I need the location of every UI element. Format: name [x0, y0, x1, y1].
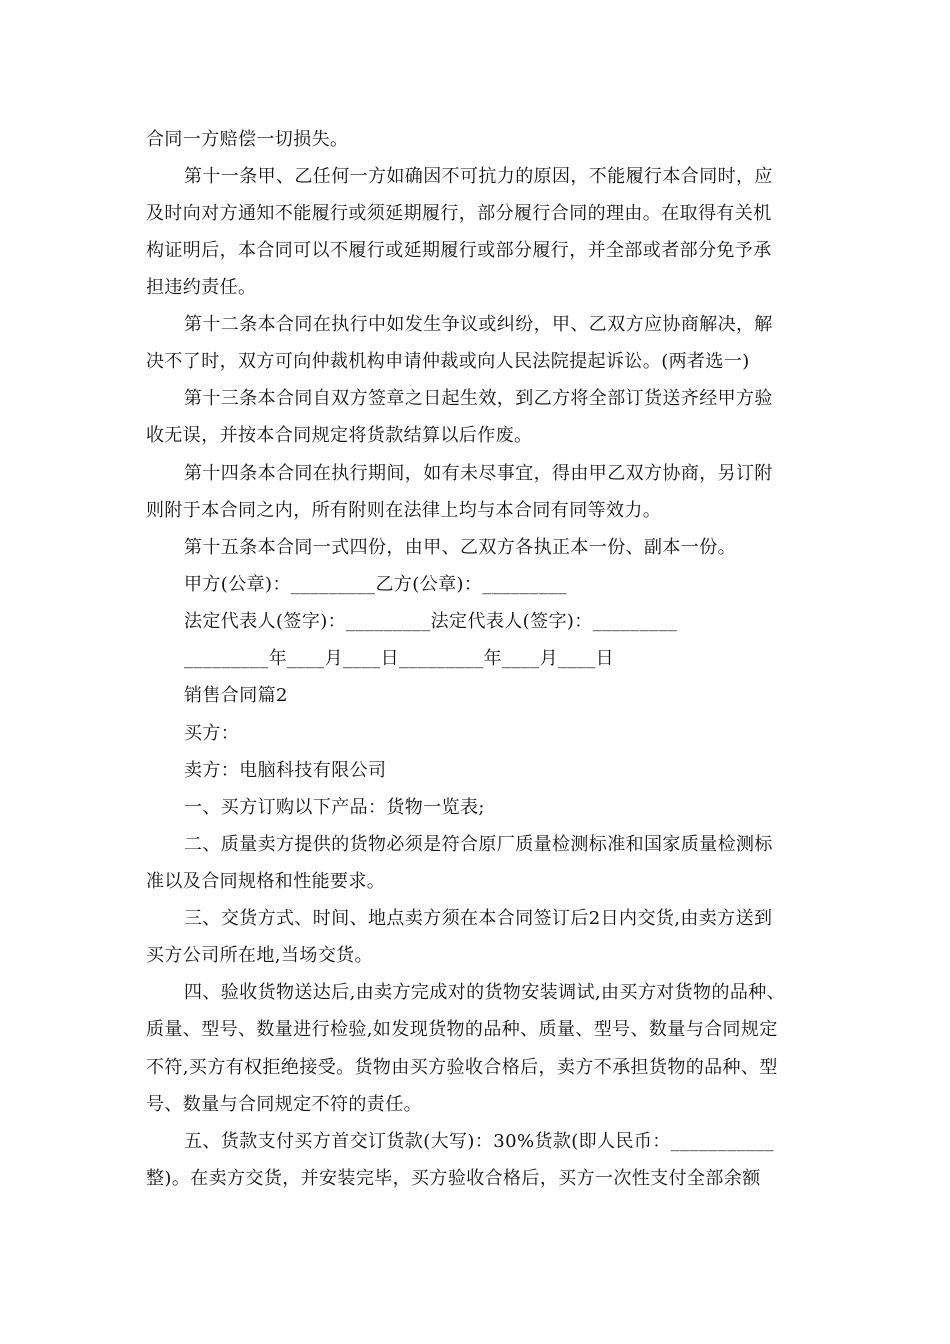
- signature-line-representative: 法定代表人(签字)：_________法定代表人(签字)：_________: [184, 611, 678, 632]
- text-line: 号、数量与合同规定不符的责任。: [146, 1094, 422, 1115]
- text-line: 一、买方订购以下产品：货物一览表;: [184, 797, 485, 818]
- text-line: 三、交货方式、时间、地点卖方须在本合同签订后2日内交货,由卖方送到: [184, 908, 773, 929]
- text-line: 二、质量卖方提供的货物必须是符合原厂质量检测标准和国家质量检测标: [184, 834, 773, 855]
- text-line: 构证明后，本合同可以不履行或延期履行或部分履行，并全部或者部分免予承: [146, 240, 772, 261]
- text-line: 则附于本合同之内，所有附则在法律上均与本合同有同等效力。: [146, 500, 662, 521]
- text-line: 第十五条本合同一式四份，由甲、乙双方各执正本一份、副本一份。: [184, 537, 736, 558]
- signature-line-date: _________年____月____日_________年____月____日: [184, 648, 614, 669]
- text-line: 买方：: [184, 723, 240, 744]
- text-line: 第十二条本合同在执行中如发生争议或纠纷，甲、乙双方应协商解决，解: [184, 314, 773, 335]
- text-line: 整)。在卖方交货，并安装完毕，买方验收合格后，买方一次性支付全部余额: [146, 1168, 761, 1189]
- text-line: 买方公司所在地,当场交货。: [146, 945, 373, 966]
- text-line: 第十一条甲、乙任何一方如确因不可抗力的原因，不能履行本合同时，应: [184, 166, 773, 187]
- text-line: 五、货款支付买方首交订货款(大写)：30%货款(即人民币：___________: [184, 1131, 775, 1152]
- text-line: 不符,买方有权拒绝接受。货物由买方验收合格后，卖方不承担货物的品种、型: [146, 1057, 778, 1078]
- text-line: 四、验收货物送达后,由卖方完成对的货物安装调试,由买方对货物的品种、: [184, 982, 786, 1003]
- text-line: 准以及合同规格和性能要求。: [146, 871, 386, 892]
- text-line: 卖方：电脑科技有限公司: [184, 760, 387, 781]
- text-line: 担违约责任。: [146, 277, 257, 298]
- text-line: 及时向对方通知不能履行或须延期履行，部分履行合同的理由。在取得有关机: [146, 203, 772, 224]
- text-line: 第十三条本合同自双方签章之日起生效，到乙方将全部订货送齐经甲方验: [184, 388, 773, 409]
- text-line: 质量、型号、数量进行检验,如发现货物的品种、质量、型号、数量与合同规定: [146, 1019, 778, 1040]
- text-line: 合同一方赔偿一切损失。: [146, 129, 349, 150]
- signature-line-seal: 甲方(公章)：_________乙方(公章)：_________: [184, 574, 567, 595]
- text-line: 收无误，并按本合同规定将货款结算以后作废。: [146, 425, 533, 446]
- text-line: 决不了时，双方可向仲裁机构申请仲裁或向人民法院提起诉讼。(两者选一): [146, 351, 750, 372]
- text-line: 第十四条本合同在执行期间，如有未尽事宜，得由甲乙双方协商，另订附: [184, 463, 773, 484]
- section-heading: 销售合同篇2: [184, 685, 288, 706]
